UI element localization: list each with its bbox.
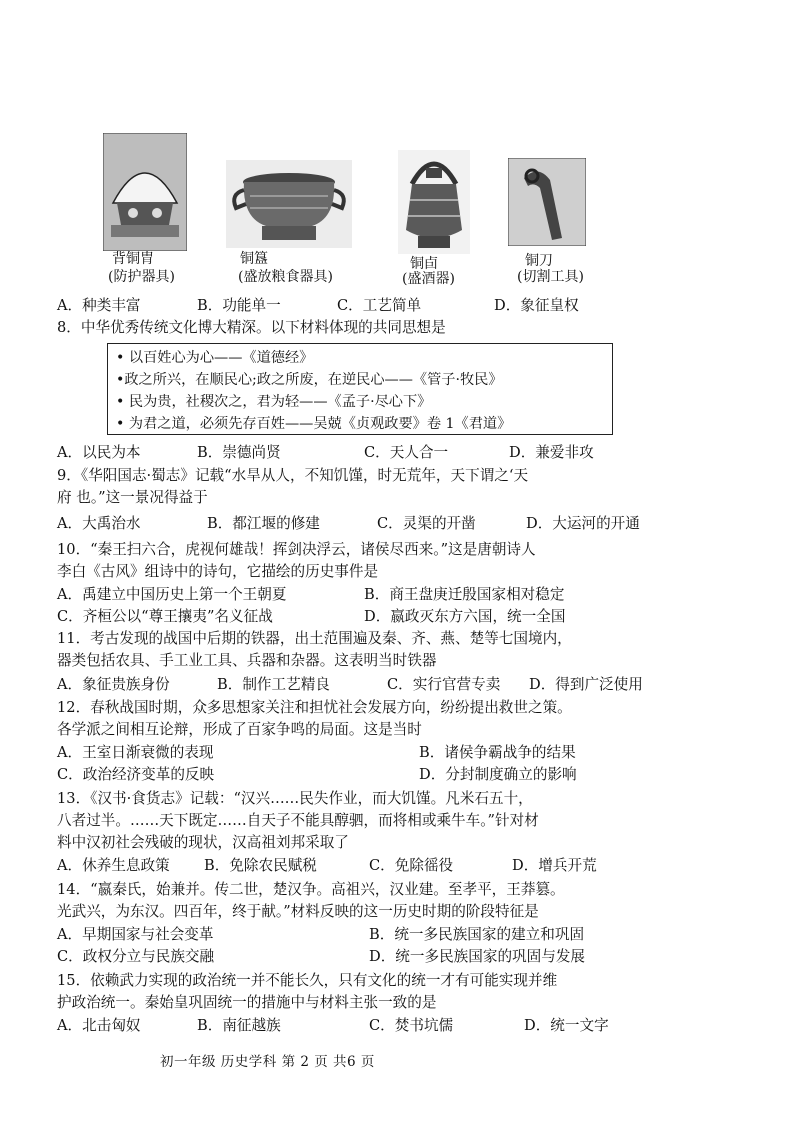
- artifact-photo-gui: [226, 160, 352, 248]
- q12-option-d[interactable]: D．分封制度确立的影响: [419, 766, 577, 783]
- q7-option-c[interactable]: C．工艺简单: [337, 297, 422, 314]
- q8-quote-box: [107, 343, 613, 435]
- q8-quote: • 民为贵，社稷次之，君为轻——《孟子·尽心下》: [116, 394, 432, 410]
- q11-stem: 器类包括农具、手工业工具、兵器和杂器。这表明当时铁器: [57, 652, 437, 669]
- q11-option-b[interactable]: B．制作工艺精良: [217, 676, 330, 693]
- q14-stem: 光武兴，为东汉。四百年，终于献。”材料反映的这一历史时期的阶段特征是: [57, 903, 539, 920]
- q14-option-a[interactable]: A．早期国家与社会变革: [57, 926, 214, 943]
- q10-option-a[interactable]: A．禹建立中国历史上第一个王朝夏: [57, 586, 287, 603]
- q13-stem: 八者过半。……天下既定……自天子不能具醇驷，而将相或乘牛车。”针对材: [57, 812, 539, 829]
- q8-quote: •政之所兴，在顺民心;政之所废，在逆民心——《管子·牧民》: [116, 372, 503, 388]
- q13-option-b[interactable]: B．免除农民赋税: [204, 857, 317, 874]
- q11-option-d[interactable]: D．得到广泛使用: [529, 676, 643, 693]
- q11-stem: 11．考古发现的战国中后期的铁器，出土范围遍及秦、齐、燕、楚等七国境内，: [57, 630, 572, 647]
- q7-option-d[interactable]: D．象征皇权: [494, 297, 579, 314]
- artifact-photo-helmet: [103, 133, 187, 251]
- q12-option-b[interactable]: B．诸侯争霸战争的结果: [419, 744, 576, 761]
- q10-option-d[interactable]: D．嬴政灭东方六国，统一全国: [364, 608, 566, 625]
- q10-stem: 10．“秦王扫六合，虎视何雄哉！挥剑决浮云，诸侯尽西来。”这是唐朝诗人: [57, 541, 536, 558]
- artifact-photo-you: [398, 150, 470, 254]
- q13-option-c[interactable]: C．免除徭役: [369, 857, 454, 874]
- page-footer: 初一年级 历史学科 第 2 页 共6 页: [160, 1054, 375, 1070]
- q8-option-c[interactable]: C．天人合一: [364, 444, 449, 461]
- q11-option-c[interactable]: C．实行官营专卖: [387, 676, 501, 693]
- q14-option-c[interactable]: C．政权分立与民族交融: [57, 948, 215, 965]
- q10-option-c[interactable]: C．齐桓公以“尊王攘夷”名义征战: [57, 608, 273, 625]
- q10-stem: 李白《古风》组诗中的诗句，它描绘的历史事件是: [57, 563, 379, 580]
- q14-option-d[interactable]: D．统一多民族国家的巩固与发展: [369, 948, 586, 965]
- q15-option-c[interactable]: C．焚书坑儒: [369, 1017, 454, 1034]
- artifact-use: (盛酒器): [402, 271, 455, 287]
- q9-option-c[interactable]: C．灵渠的开凿: [377, 515, 476, 532]
- q8-quote: • 为君之道，必须先存百姓——吴兢《贞观政要》卷 1《君道》: [116, 416, 512, 432]
- artifact-use: (切割工具): [517, 269, 584, 285]
- q8-stem: 8．中华优秀传统文化博大精深。以下材料体现的共同思想是: [57, 319, 446, 336]
- q11-option-a[interactable]: A．象征贵族身份: [57, 676, 170, 693]
- q7-option-b[interactable]: B．功能单一: [197, 297, 281, 314]
- q15-stem: 护政治统一。秦始皇巩固统一的措施中与材料主张一致的是: [57, 994, 437, 1011]
- q12-option-c[interactable]: C．政治经济变革的反映: [57, 766, 215, 783]
- q8-option-b[interactable]: B．崇德尚贤: [197, 444, 281, 461]
- q9-option-b[interactable]: B．都江堰的修建: [207, 515, 320, 532]
- q15-option-a[interactable]: A．北击匈奴: [57, 1017, 141, 1034]
- q12-stem: 各学派之间相互论辩，形成了百家争鸣的局面。这是当时: [57, 721, 422, 738]
- q9-option-a[interactable]: A．大禹治水: [57, 515, 141, 532]
- q9-stem: 9．《华阳国志·蜀志》记载“水旱从人，不知饥馑，时无荒年，天下谓之‘天: [57, 467, 529, 484]
- artifact-use: (盛放粮食器具): [238, 269, 333, 285]
- q15-option-d[interactable]: D．统一文字: [524, 1017, 609, 1034]
- q13-option-d[interactable]: D．增兵开荒: [512, 857, 597, 874]
- artifact-name: 铜刀: [525, 253, 553, 269]
- q15-stem: 15．依赖武力实现的政治统一并不能长久，只有文化的统一才有可能实现并维: [57, 972, 558, 989]
- q8-option-d[interactable]: D．兼爱非攻: [509, 444, 594, 461]
- artifact-use: (防护器具): [108, 269, 175, 285]
- q8-quote: • 以百姓心为心——《道德经》: [116, 350, 314, 366]
- artifact-name: 铜卣: [410, 256, 438, 272]
- q8-option-a[interactable]: A．以民为本: [57, 444, 141, 461]
- artifact-photo-knife: [508, 158, 586, 246]
- artifact-name: 背铜胄: [112, 251, 154, 267]
- q15-option-b[interactable]: B．南征越族: [197, 1017, 281, 1034]
- q10-option-b[interactable]: B．商王盘庚迁殷国家相对稳定: [364, 586, 565, 603]
- artifact-name: 铜簋: [240, 251, 268, 267]
- q12-option-a[interactable]: A．王室日渐衰微的表现: [57, 744, 214, 761]
- q14-stem: 14．“嬴秦氏，始兼并。传二世，楚汉争。高祖兴，汉业建。至孝平，王莽篡。: [57, 881, 565, 898]
- q13-option-a[interactable]: A．休养生息政策: [57, 857, 170, 874]
- q7-option-a[interactable]: A．种类丰富: [57, 297, 141, 314]
- q9-stem: 府 也。”这一景况得益于: [57, 489, 208, 506]
- q13-stem: 13．《汉书·食货志》记载：“汉兴……民失作业，而大饥馑。凡米石五十，: [57, 790, 533, 807]
- q12-stem: 12．春秋战国时期，众多思想家关注和担忧社会发展方向，纷纷提出救世之策。: [57, 699, 572, 716]
- q9-option-d[interactable]: D．大运河的开通: [526, 515, 640, 532]
- q13-stem: 料中汉初社会残破的现状，汉高祖刘邦采取了: [57, 834, 349, 851]
- q14-option-b[interactable]: B．统一多民族国家的建立和巩固: [369, 926, 585, 943]
